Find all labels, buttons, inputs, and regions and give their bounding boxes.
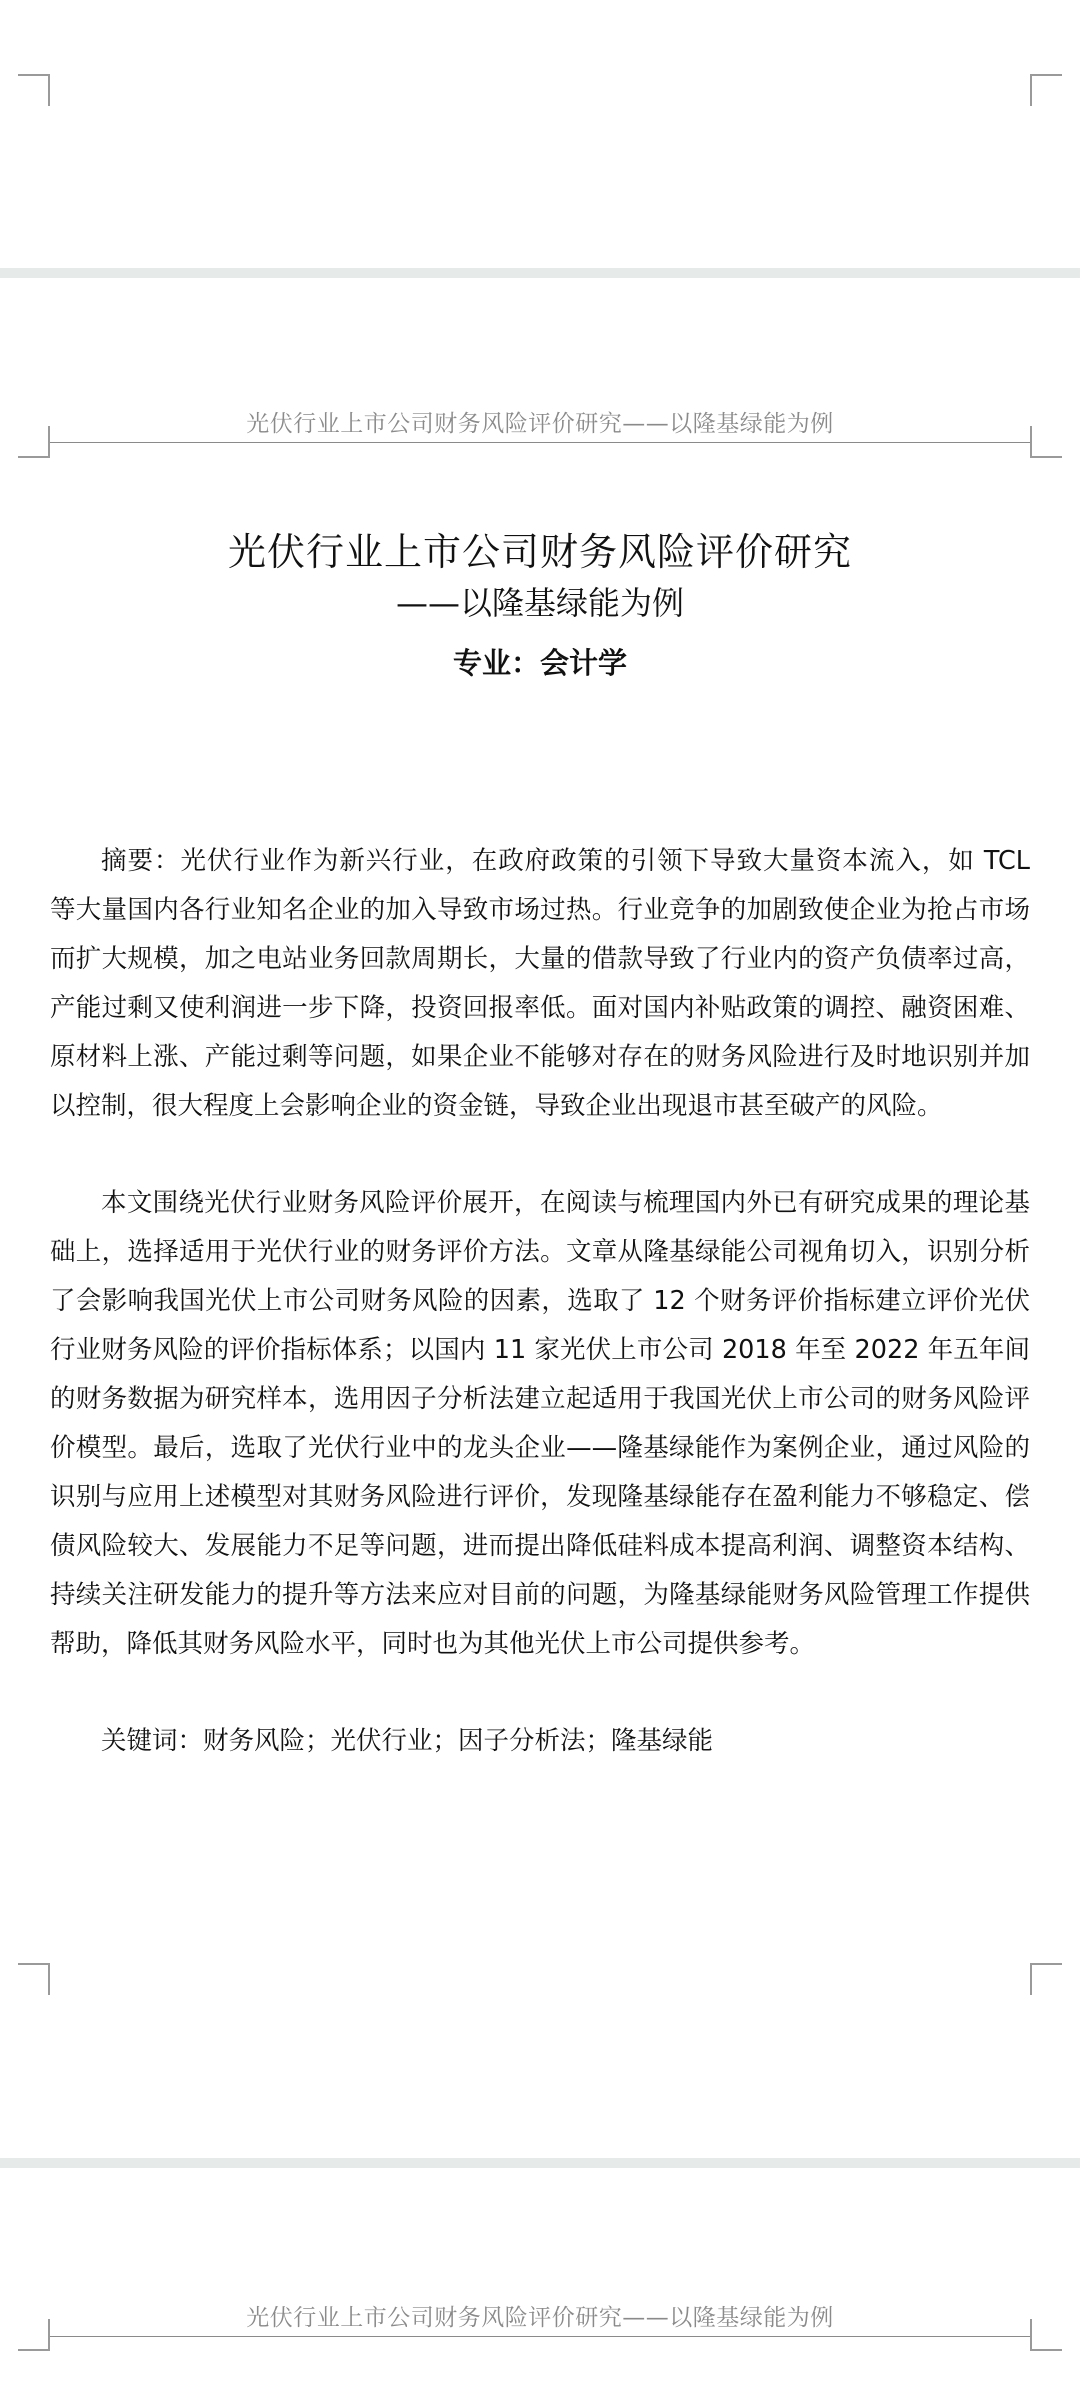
- crop-mark-top-left: [18, 74, 50, 106]
- page-title: 光伏行业上市公司财务风险评价研究: [227, 530, 852, 574]
- running-header: 光伏行业上市公司财务风险评价研究——以隆基绿能为例: [246, 2305, 834, 2331]
- header-rule: [50, 2336, 1030, 2337]
- page-3: [0, 2168, 1080, 2401]
- crop-mark-top-right: [1030, 1963, 1062, 1995]
- crop-mark-bottom-left: [18, 426, 50, 458]
- page-gap: [0, 2158, 1080, 2168]
- page-2: [0, 278, 1080, 2158]
- abstract-paragraph-1: 摘要：光伏行业作为新兴行业，在政府政策的引领下导致大量资本流入，如 TCL 等大量国内各行业知名企业的加入导致市场过热。行业竞争的加剧致使企业为抢占市场而扩大规模，加之电站业务回款周期长，大量的借款导致了行业内的资产负债率过高，产能过剩又使利润进一步下降，投资回报率低。面对国内补贴政策的调控、融资困难、原材料上涨、产能过剩等问题，如果企业不能够对存在的财务风险进行及时地识别并加以控制，很大程度上会影响企业的资金链，导致企业出现退市甚至破产的风险。: [50, 846, 1030, 1121]
- crop-mark-top-right: [1030, 74, 1062, 106]
- major-label: 专业：会计学: [452, 646, 627, 680]
- crop-mark-bottom-right: [1030, 2319, 1062, 2351]
- keywords-line: 关键词：财务风险；光伏行业；因子分析法；隆基绿能: [101, 1726, 714, 1756]
- page-subtitle: ——以隆基绿能为例: [395, 584, 684, 622]
- page-1: [0, 0, 1080, 268]
- header-rule: [50, 442, 1030, 443]
- abstract-paragraph-2: 本文围绕光伏行业财务风险评价展开，在阅读与梳理国内外已有研究成果的理论基础上，选择适用于光伏行业的财务评价方法。文章从隆基绿能公司视角切入，识别分析了会影响我国光伏上市公司财务风险的因素，选取了 12 个财务评价指标建立评价光伏行业财务风险的评价指标体系；以国内 11 家光伏上市公司 2018 年至 2022 年五年间的财务数据为研究样本，选用因子分析法建立起适用于我国光伏上市公司的财务风险评价模型。最后，选取了光伏行业中的龙头企业——隆基绿能作为案例企业，通过风险的识别与应用上述模型对其财务风险进行评价，发现隆基绿能存在盈利能力不够稳定、偿债风险较大、发展能力不足等问题，进而提出降低硅料成本提高利润、调整资本结构、持续关注研发能力的提升等方法来应对目前的问题，为隆基绿能财务风险管理工作提供帮助，降低其财务风险水平，同时也为其他光伏上市公司提供参考。: [50, 1188, 1030, 1659]
- crop-mark-top-left: [18, 1963, 50, 1995]
- page-gap: [0, 268, 1080, 278]
- crop-mark-bottom-right: [1030, 426, 1062, 458]
- crop-mark-bottom-left: [18, 2319, 50, 2351]
- running-header: 光伏行业上市公司财务风险评价研究——以隆基绿能为例: [246, 411, 834, 437]
